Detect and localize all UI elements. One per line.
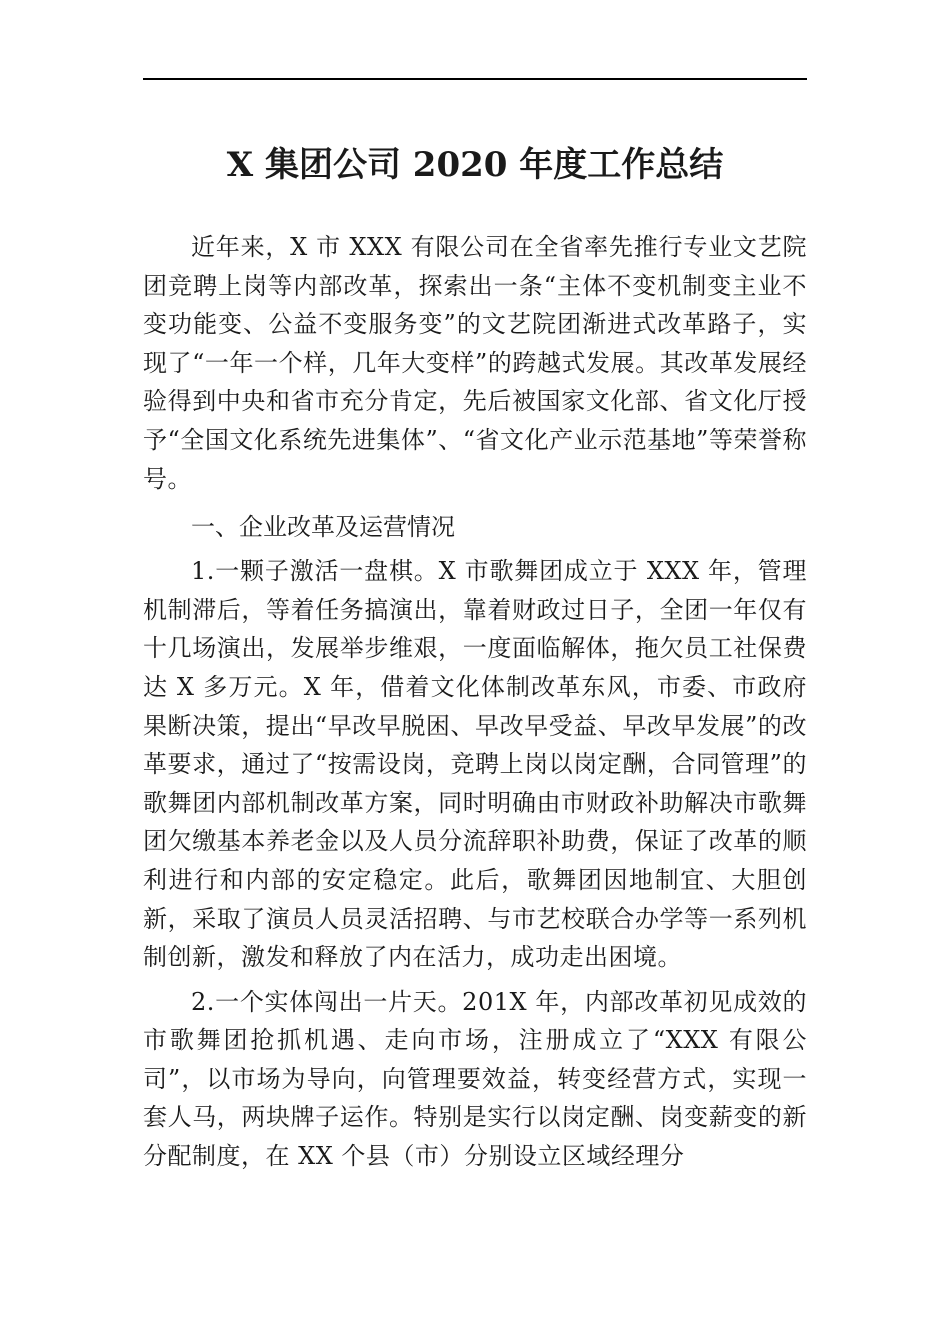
document-body: [143, 228, 807, 1176]
intro-paragraph: 近年来，X 市 XXX 有限公司在全省率先推行专业文艺院团竞聘上岗等内部改革，探索出一条“主体不变机制变主业不变功能变、公益不变服务变”的文艺院团渐进式改革路子，实现了“一年一个样，几年大变样”的跨越式发展。其改革发展经验得到中央和省市充分肯定，先后被国家文化部、省文化厅授予“全国文化系统先进集体”、“省文化产业示范基地”等荣誉称号。: [143, 233, 807, 493]
paragraph-1: 1.一颗子激活一盘棋。X 市歌舞团成立于 XXX 年，管理机制滞后，等着任务搞演出，靠着财政过日子，全团一年仅有十几场演出，发展举步维艰，一度面临解体，拖欠员工社保费达 X 多万元。X 年，借着文化体制改革东风，市委、市政府果断决策，提出“早改早脱困、早改早受益、早改早发展”的改革要求，通过了“按需设岗，竞聘上岗以岗定酬，合同管理”的歌舞团内部机制改革方案，同时明确由市财政补助解决市歌舞团欠缴基本养老金以及人员分流辞职补助费，保证了改革的顺利进行和内部的安定稳定。此后，歌舞团因地制宜、大胆创新，采取了演员人员灵活招聘、与市艺校联合办学等一系列机制创新，激发和释放了内在活力，成功走出困境。: [143, 557, 807, 972]
document-title: X 集团公司 2020 年度工作总结: [226, 144, 724, 185]
section-heading: 一、企业改革及运营情况: [191, 513, 455, 542]
top-rule: [143, 78, 807, 80]
paragraph-2: 2.一个实体闯出一片天。201X 年，内部改革初见成效的市歌舞团抢抓机遇、走向市场，注册成立了“XXX 有限公司”，以市场为导向，向管理要效益，转变经营方式，实现一套人马，两块牌子运作。特别是实行以岗定酬、岗变薪变的新分配制度，在 XX 个县（市）分别设立区域经理分: [143, 987, 807, 1171]
